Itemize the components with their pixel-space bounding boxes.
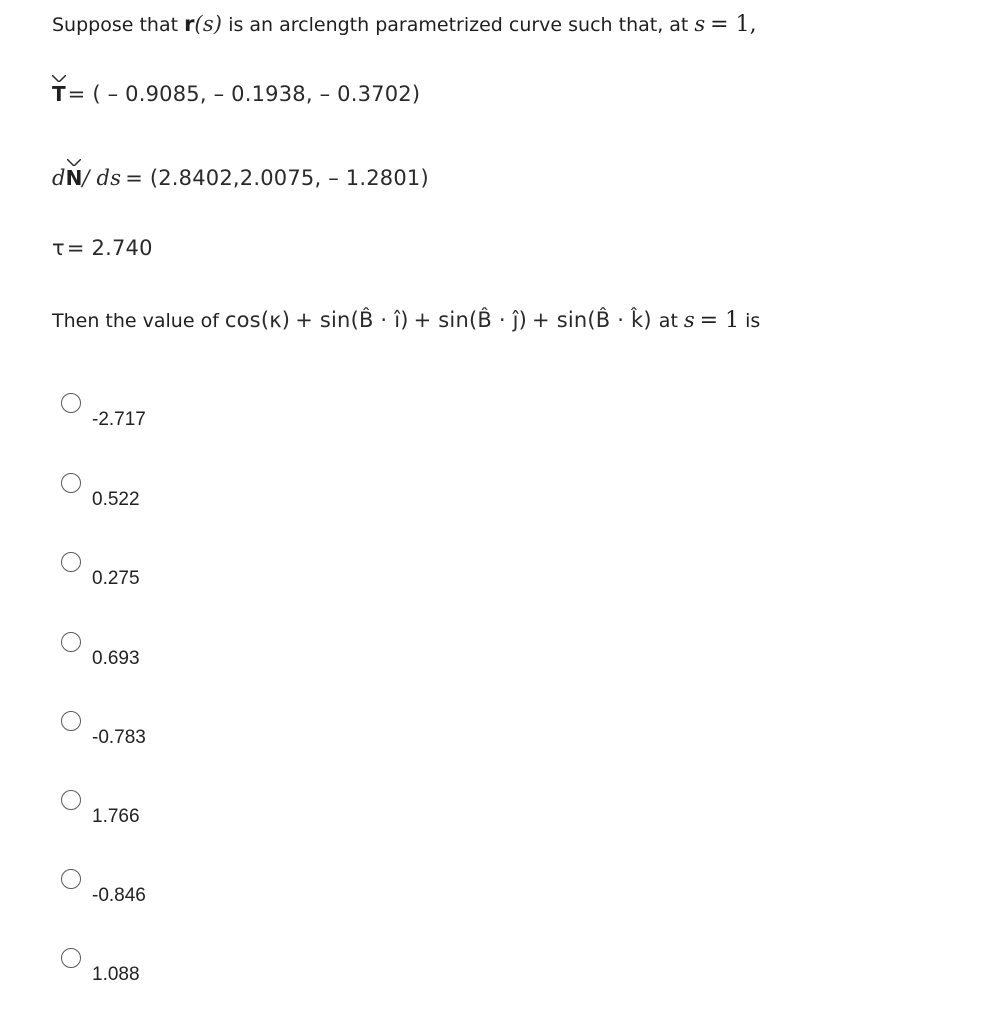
torsion-symbol: τ (52, 236, 65, 260)
answer-option[interactable] (58, 711, 358, 751)
torsion-value: = 2.740 (66, 236, 153, 260)
expression-line (52, 308, 760, 333)
expr-plus-sin-3: + sin (532, 308, 588, 332)
normal-symbol: N (65, 166, 83, 190)
option-label: -2.717 (92, 409, 146, 430)
answer-option[interactable] (58, 473, 358, 513)
answer-option[interactable] (58, 632, 358, 672)
option-label: -0.846 (92, 885, 146, 906)
expr-cos: cos (224, 308, 261, 332)
expr-kappa: (κ) (260, 308, 291, 332)
dn-value: = (2.8402,2.0075, – 1.2801) (125, 166, 429, 190)
then-text: Then the value of (52, 310, 219, 332)
torsion-line (52, 236, 153, 260)
option-label: 1.766 (92, 806, 140, 827)
radio-button[interactable] (61, 869, 81, 889)
answer-option[interactable] (58, 948, 358, 988)
answer-option[interactable] (58, 552, 358, 592)
expr-b-dot-k: (B̂ · k̂) (587, 308, 652, 332)
option-label: 0.693 (92, 648, 140, 669)
radio-button[interactable] (61, 473, 81, 493)
answer-option[interactable] (58, 869, 358, 909)
tangent-line (52, 82, 420, 106)
answer-option[interactable] (58, 393, 358, 433)
end-is-text: is (745, 310, 761, 332)
expr-plus-sin-1: + sin (295, 308, 351, 332)
dn-ds-line (52, 166, 429, 190)
radio-button[interactable] (61, 552, 81, 572)
option-label: 1.088 (92, 964, 140, 985)
expr-b-dot-j: (B̂ · ĵ) (468, 308, 528, 332)
tangent-symbol: T (52, 82, 66, 106)
radio-button[interactable] (61, 948, 81, 968)
answer-option[interactable] (58, 790, 358, 830)
expr-plus-sin-2: + sin (413, 308, 469, 332)
option-label: 0.522 (92, 489, 140, 510)
dn-prefix: d (52, 166, 66, 190)
end-s-equals: = 1 (699, 308, 740, 333)
tangent-value: = ( – 0.9085, – 0.1938, – 0.3702) (67, 82, 421, 106)
intro-text: Suppose that (52, 14, 179, 36)
s-variable: s (694, 12, 706, 36)
at-text: at (658, 310, 678, 332)
curve-arg: (s) (194, 12, 223, 36)
s-equals: = 1, (710, 12, 757, 37)
radio-button[interactable] (61, 632, 81, 652)
dn-suffix: / ds (82, 166, 122, 190)
expr-b-dot-i: (B̂ · î) (350, 308, 409, 332)
option-label: 0.275 (92, 568, 140, 589)
intro-rest: is an arclength parametrized curve such that, at (228, 14, 689, 36)
end-s-variable: s (683, 308, 695, 332)
radio-button[interactable] (61, 393, 81, 413)
radio-button[interactable] (61, 711, 81, 731)
curve-symbol: r (184, 12, 195, 36)
option-label: -0.783 (92, 727, 146, 748)
radio-button[interactable] (61, 790, 81, 810)
question-intro-line (52, 12, 757, 37)
